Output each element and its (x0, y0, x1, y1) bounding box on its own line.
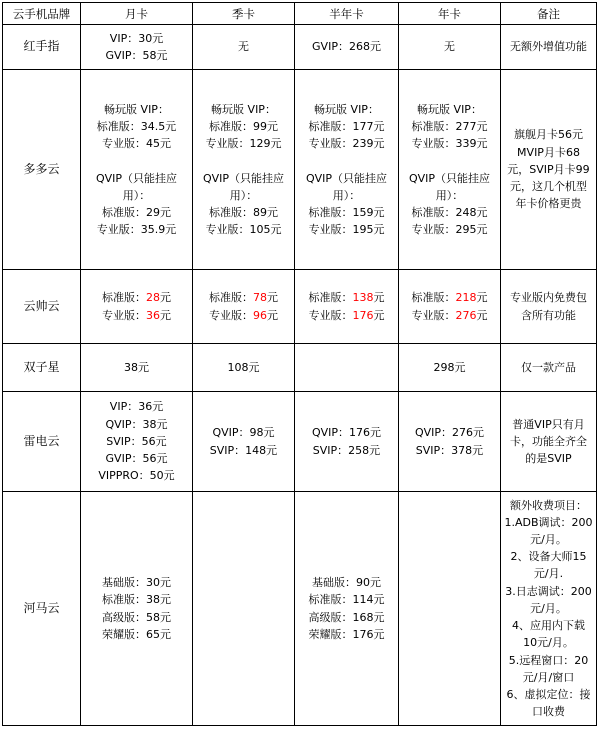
price-line: QVIP（只能挂应 (202, 171, 285, 185)
price-value: 28 (146, 291, 160, 305)
price-line (81, 289, 192, 306)
price-line (399, 307, 500, 324)
price-value: 96 (253, 308, 267, 322)
price-cell-half (295, 492, 399, 726)
price-line: 用）： (122, 188, 151, 202)
price-line (193, 289, 294, 306)
note-line: MVIP月卡68 (517, 145, 580, 159)
table-row (3, 270, 597, 344)
tier-label: 标准版： (411, 291, 456, 305)
header-month: 月卡 (81, 3, 193, 25)
price-line: 畅玩版 VIP： (314, 102, 379, 116)
tier-label: 标准版： (102, 291, 146, 305)
table-row (3, 392, 597, 492)
tier-label: 标准版： (308, 291, 353, 305)
price-value: 138 (352, 291, 374, 305)
price-line: QVIP：276元 (414, 426, 485, 440)
price-line: 专业版：195元 (308, 223, 385, 237)
price-cell-year (399, 392, 501, 492)
price-unit: 元 (160, 291, 171, 305)
price-line: QVIP：98元 (212, 426, 275, 440)
note-line: 含所有功能 (521, 308, 576, 322)
price-line: 标准版：114元 (308, 593, 385, 607)
tier-label: 专业版： (102, 308, 146, 322)
note-line: 2、设备大师15 (510, 550, 587, 564)
price-line: GVIP：58元 (105, 49, 168, 62)
price-cell-half (295, 344, 399, 392)
header-note: 备注 (501, 3, 597, 25)
note-cell (501, 492, 597, 726)
price-value: 218 (455, 291, 477, 305)
table-row (3, 25, 597, 70)
price-line: GVIP：56元 (105, 452, 168, 466)
price-line: QVIP：38元 (105, 417, 168, 431)
price-cell-month (81, 392, 193, 492)
table-row (3, 344, 597, 392)
price-line: 高级版：168元 (308, 610, 385, 624)
price-line: 专业版：35.9元 (96, 223, 177, 237)
price-line: 标准版：89元 (209, 205, 278, 219)
note-line: 普通VIP只有月 (512, 417, 585, 431)
price-line: VIP：30元 (109, 31, 164, 45)
price-cell-year (399, 344, 501, 392)
price-cell-quarter (193, 270, 295, 344)
note-line: 元，这几个机型 (510, 180, 587, 194)
price-unit: 元 (476, 308, 488, 322)
price-line: 用）： (229, 188, 258, 202)
price-line: 基础版：30元 (102, 576, 171, 590)
price-line: 无 (238, 40, 249, 54)
note-line: 10元/月。 (523, 636, 574, 650)
price-cell-month (81, 270, 193, 344)
price-line: 专业版：295元 (411, 223, 488, 237)
note-line: 4、应用内下载 (512, 619, 585, 633)
price-line: 畅玩版 VIP： (417, 102, 482, 116)
price-line (399, 289, 500, 306)
spacer-line (193, 152, 294, 169)
price-line: 专业版：45元 (102, 137, 171, 151)
note-cell (501, 270, 597, 344)
price-line: QVIP：176元 (311, 426, 382, 440)
price-line: 用）： (332, 188, 361, 202)
note-line: 元/月。 (530, 601, 567, 615)
price-cell-year (399, 270, 501, 344)
note-line: 元，SVIP月卡99 (507, 162, 590, 176)
note-line: 专业版内免费包 (510, 291, 587, 305)
table-row (3, 492, 597, 726)
note-line: 旗舰月卡56元 (514, 128, 583, 142)
price-cell-month (81, 25, 193, 70)
price-line: 标准版：159元 (308, 205, 385, 219)
price-line: 专业版：105元 (205, 223, 282, 237)
price-cell-half (295, 270, 399, 344)
price-line: 无 (444, 40, 455, 54)
note-line: 元/月。 (530, 533, 567, 547)
price-line: 用）： (435, 188, 464, 202)
note-line: 仅一款产品 (521, 360, 576, 374)
price-line: 荣耀版：65元 (102, 627, 171, 641)
price-line: 标准版：277元 (411, 119, 488, 133)
price-cell-month (81, 344, 193, 392)
price-line: 畅玩版 VIP： (211, 102, 276, 116)
price-line: VIPPRO：50元 (98, 469, 175, 483)
price-line: 108元 (227, 360, 260, 374)
note-line: 无额外增值功能 (510, 40, 587, 54)
price-value: 276 (455, 308, 477, 322)
price-line: 标准版：38元 (102, 593, 171, 607)
price-line: QVIP（只能挂应 (95, 171, 178, 185)
header-half: 半年卡 (295, 3, 399, 25)
tier-label: 专业版： (209, 308, 253, 322)
price-line: 标准版：34.5元 (96, 119, 177, 133)
price-unit: 元 (267, 308, 278, 322)
price-line: 标准版：177元 (308, 119, 385, 133)
brand-cell: 多多云 (3, 70, 81, 270)
note-line: 卡，功能全齐全 (510, 434, 587, 448)
price-unit: 元 (267, 291, 278, 305)
price-value: 36 (146, 308, 160, 322)
price-line: 38元 (124, 360, 149, 374)
price-line: 标准版：248元 (411, 205, 488, 219)
price-line (81, 307, 192, 324)
brand-cell: 云帅云 (3, 270, 81, 344)
price-line: 298元 (433, 360, 466, 374)
note-line: 年卡价格更贵 (515, 197, 582, 211)
price-line: 荣耀版：176元 (308, 627, 385, 641)
note-cell (501, 392, 597, 492)
price-cell-quarter (193, 70, 295, 270)
note-cell (501, 25, 597, 70)
price-line: QVIP（只能挂应 (408, 171, 491, 185)
price-unit: 元 (373, 308, 385, 322)
price-cell-quarter (193, 25, 295, 70)
price-cell-half (295, 392, 399, 492)
price-line (193, 307, 294, 324)
note-line: 口收费 (532, 705, 565, 719)
price-line (295, 289, 398, 306)
price-cell-half (295, 70, 399, 270)
note-line: 5.远程窗口：20 (508, 653, 589, 667)
price-cell-month (81, 492, 193, 726)
tier-label: 专业版： (308, 308, 353, 322)
spacer-line (81, 152, 192, 169)
price-cell-year (399, 492, 501, 726)
table-row (3, 70, 597, 270)
tier-label: 专业版： (411, 308, 456, 322)
price-cell-quarter (193, 344, 295, 392)
price-line: 专业版：339元 (411, 137, 488, 151)
price-unit: 元 (476, 291, 488, 305)
note-line: 的是SVIP (525, 452, 572, 466)
price-value: 176 (352, 308, 374, 322)
price-cell-month (81, 70, 193, 270)
note-line: 元/月. (533, 567, 564, 581)
spacer-line (295, 152, 398, 169)
price-line: SVIP：378元 (415, 443, 484, 457)
price-cell-year (399, 70, 501, 270)
price-unit: 元 (160, 308, 171, 322)
price-line: SVIP：258元 (312, 443, 381, 457)
price-line: GVIP：268元 (312, 40, 381, 54)
price-line (295, 307, 398, 324)
note-line: 6、虚拟定位：接 (506, 687, 591, 701)
note-line: 元/月/窗口 (522, 670, 575, 684)
price-cell-quarter (193, 492, 295, 726)
brand-cell: 双子星 (3, 344, 81, 392)
price-cell-quarter (193, 392, 295, 492)
price-line: 专业版：129元 (205, 137, 282, 151)
price-line: 基础版：90元 (312, 576, 381, 590)
header-quarter: 季卡 (193, 3, 295, 25)
brand-cell: 河马云 (3, 492, 81, 726)
price-line: QVIP（只能挂应 (305, 171, 388, 185)
header-year: 年卡 (399, 3, 501, 25)
note-line: 额外收费项目： (510, 498, 587, 512)
spacer-line (399, 152, 500, 169)
header-brand: 云手机品牌 (3, 3, 81, 25)
price-line: 标准版：29元 (102, 205, 171, 219)
header-row (3, 3, 597, 25)
price-line: SVIP：56元 (106, 434, 167, 448)
price-unit: 元 (373, 291, 385, 305)
price-value: 78 (253, 291, 267, 305)
price-line: VIP：36元 (109, 400, 164, 414)
price-line: 标准版：99元 (209, 119, 278, 133)
price-cell-half (295, 25, 399, 70)
note-line: 3.日志调试：200 (505, 584, 592, 598)
brand-cell: 红手指 (3, 25, 81, 70)
note-cell (501, 70, 597, 270)
price-line: 畅玩版 VIP： (104, 102, 169, 116)
note-line: 1.ADB调试：200 (504, 515, 593, 529)
price-line: SVIP：148元 (209, 443, 278, 457)
tier-label: 标准版： (209, 291, 253, 305)
note-cell (501, 344, 597, 392)
brand-cell: 雷电云 (3, 392, 81, 492)
price-table (2, 2, 597, 726)
price-line: 高级版：58元 (102, 610, 171, 624)
price-cell-year (399, 25, 501, 70)
price-line: 专业版：239元 (308, 137, 385, 151)
